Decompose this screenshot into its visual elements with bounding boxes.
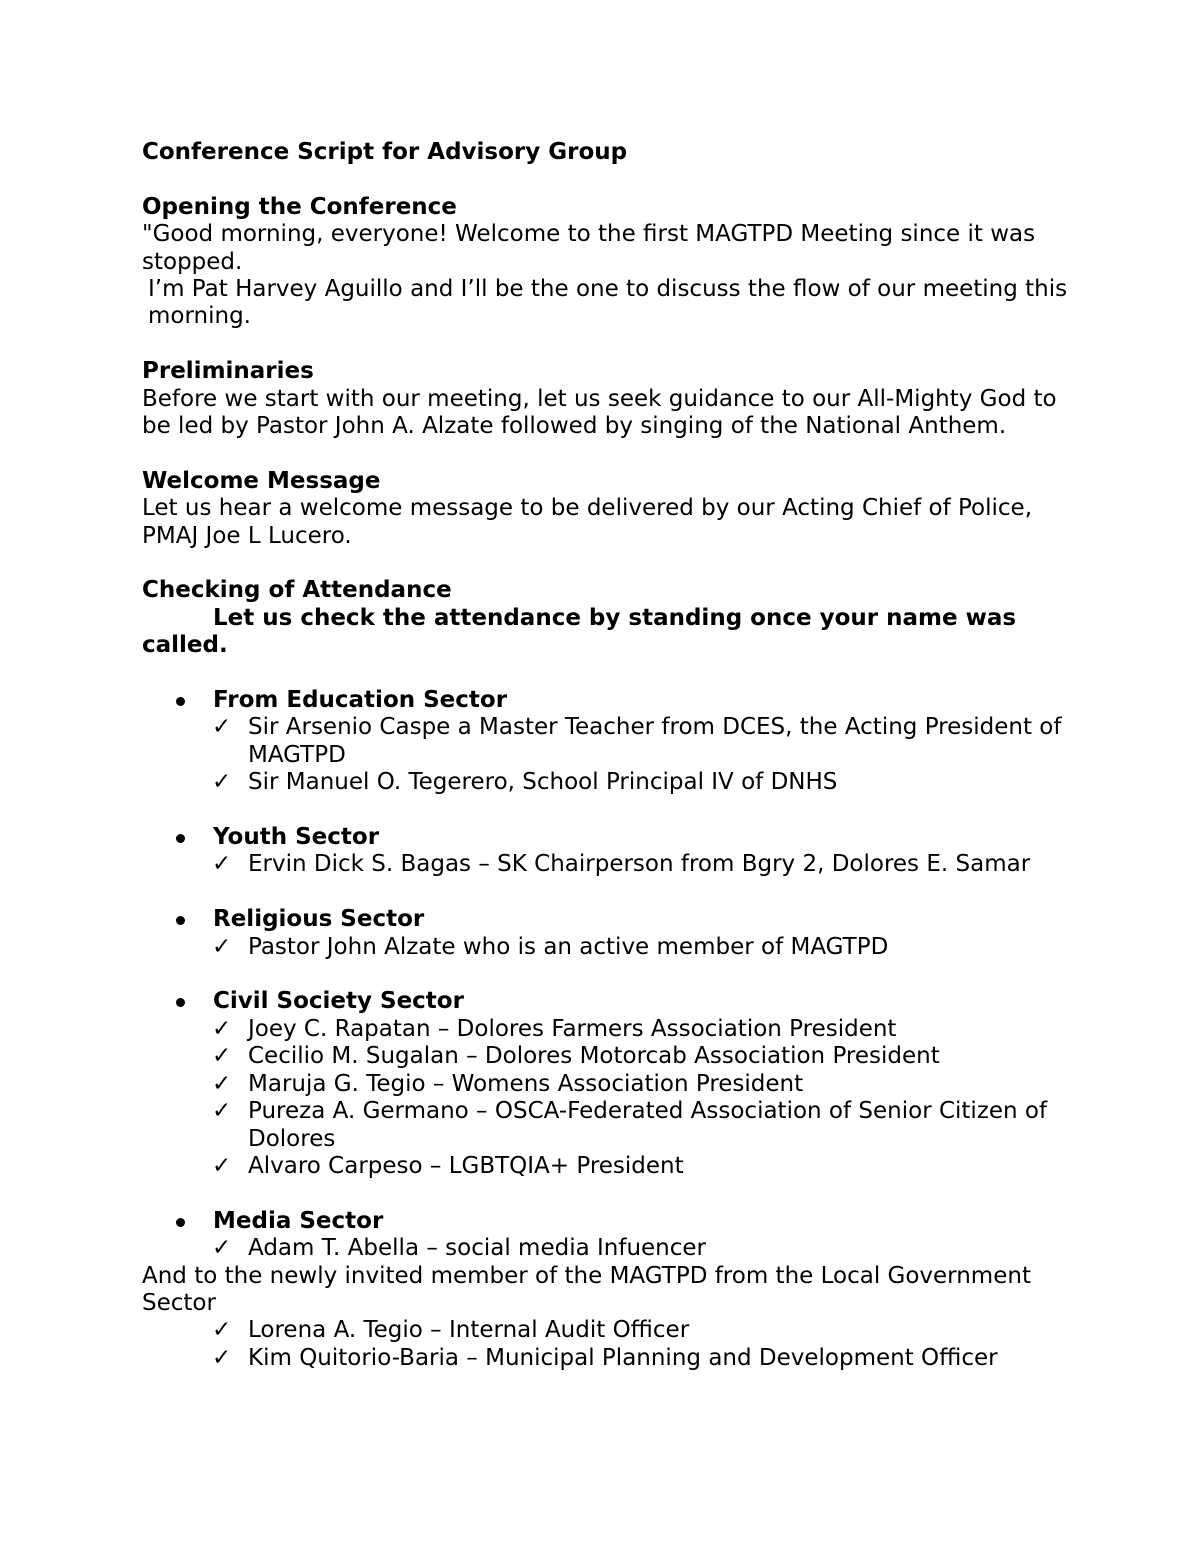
sector-name: Religious Sector: [213, 906, 425, 933]
sector-heading: [142, 906, 1072, 933]
preliminaries-text: Before we start with our meeting, let us seek guidance to our All-Mighty God to be led by Pastor John A. Alzate followed by singing of the National Anthem.: [142, 385, 1057, 440]
bullet-icon: [176, 697, 185, 706]
member-item: [142, 1345, 1072, 1372]
spacer: [142, 797, 1072, 824]
member-name: Ervin Dick S. Bagas – SK Chairperson from Bgry 2, Dolores E. Samar: [248, 851, 1031, 878]
sector-members: [142, 851, 1072, 878]
sector-members: [142, 1016, 1072, 1180]
member-name: Lorena A. Tegio – Internal Audit Officer: [248, 1317, 690, 1344]
sector-heading: [142, 988, 1072, 1015]
spacer: [142, 331, 1072, 358]
member-name: Kim Quitorio-Baria – Municipal Planning and Development Officer: [248, 1344, 998, 1371]
sector-members: [142, 1235, 1072, 1262]
sector-name: Media Sector: [213, 1207, 384, 1234]
bullet-icon: [176, 916, 185, 925]
attendance-instruction: Let us check the attendance by standing once your name was: [213, 604, 1017, 631]
member-item: [142, 1043, 1072, 1070]
check-mark-icon: ✓: [212, 769, 232, 796]
sector-block: [142, 988, 1072, 1207]
bullet-icon: [176, 998, 185, 1007]
spacer: [142, 961, 1072, 988]
sector-heading: [142, 1208, 1072, 1235]
check-mark-icon: ✓: [212, 714, 232, 741]
check-mark-icon: ✓: [212, 1317, 232, 1344]
sector-block: [142, 824, 1072, 906]
sector-heading: [142, 824, 1072, 851]
sector-name: Youth Sector: [213, 824, 380, 851]
member-item: [142, 934, 1072, 961]
check-mark-icon: ✓: [212, 1235, 232, 1262]
member-item: [142, 1016, 1072, 1043]
local-government-intro: And to the newly invited member of the MAGTPD from the Local Government Sector: [142, 1262, 1031, 1316]
opening-line-1: "Good morning, everyone! Welcome to the first MAGTPD Meeting since it was stopped.: [142, 221, 1036, 275]
welcome-text: Let us hear a welcome message to be delivered by our Acting Chief of Police, PMAJ Joe L Lucero.: [142, 495, 1033, 549]
member-name: Sir Manuel O. Tegerero, School Principal IV of DNHS: [248, 769, 838, 796]
opening-heading: Opening the Conference: [142, 193, 457, 220]
attendance-instruction-end: called.: [142, 632, 228, 659]
document-page: [142, 139, 1072, 1372]
check-mark-icon: ✓: [212, 1043, 232, 1070]
member-item: [142, 769, 1072, 796]
member-name: Joey C. Rapatan – Dolores Farmers Association President: [248, 1015, 897, 1042]
member-item: [142, 1235, 1072, 1262]
member-item: [142, 851, 1072, 878]
sector-name: Civil Society Sector: [213, 988, 464, 1015]
local-government-members: [142, 1317, 1072, 1372]
opening-line-2: I’m Pat Harvey Aguillo and I’ll be the one to discuss the flow of our meeting this morning.: [148, 276, 1068, 330]
sector-block: [142, 1208, 1072, 1263]
check-mark-icon: ✓: [212, 1098, 232, 1125]
check-mark-icon: ✓: [212, 1152, 232, 1179]
sector-heading: [142, 687, 1072, 714]
bullet-icon: [176, 1218, 185, 1227]
member-name: Alvaro Carpeso – LGBTQIA+ President: [248, 1152, 684, 1179]
member-name: Adam T. Abella – social media Infuencer: [248, 1235, 707, 1262]
member-name: Pureza A. Germano – OSCA-Federated Association of Senior Citizen of Dolores: [248, 1098, 1048, 1152]
member-name: Cecilio M. Sugalan – Dolores Motorcab Association President: [248, 1043, 940, 1070]
member-item: [142, 714, 1072, 769]
attendance-heading: Checking of Attendance: [142, 577, 452, 604]
sector-list: [142, 687, 1072, 1262]
spacer: [142, 1180, 1072, 1207]
sector-members: [142, 714, 1072, 796]
member-item: [142, 1153, 1072, 1180]
sector-block: [142, 906, 1072, 988]
welcome-heading: Welcome Message: [142, 467, 381, 494]
sector-block: [142, 687, 1072, 824]
member-item: [142, 1317, 1072, 1344]
member-item: [142, 1071, 1072, 1098]
check-mark-icon: ✓: [212, 1070, 232, 1097]
spacer: [142, 879, 1072, 906]
member-name: Maruja G. Tegio – Womens Association President: [248, 1070, 804, 1097]
check-mark-icon: ✓: [212, 851, 232, 878]
check-mark-icon: ✓: [212, 933, 232, 960]
check-mark-icon: ✓: [212, 1344, 232, 1371]
preliminaries-heading: Preliminaries: [142, 358, 314, 385]
spacer: [142, 440, 1072, 467]
sector-members: [142, 934, 1072, 961]
spacer: [142, 166, 1072, 193]
document-title: Conference Script for Advisory Group: [142, 139, 628, 165]
check-mark-icon: ✓: [212, 1015, 232, 1042]
sector-name: From Education Sector: [213, 687, 508, 714]
bullet-icon: [176, 834, 185, 843]
spacer: [142, 660, 1072, 687]
spacer: [142, 550, 1072, 577]
member-name: Sir Arsenio Caspe a Master Teacher from DCES, the Acting President of MAGTPD: [248, 714, 1062, 768]
member-name: Pastor John Alzate who is an active member of MAGTPD: [248, 933, 889, 960]
member-item: [142, 1098, 1072, 1153]
